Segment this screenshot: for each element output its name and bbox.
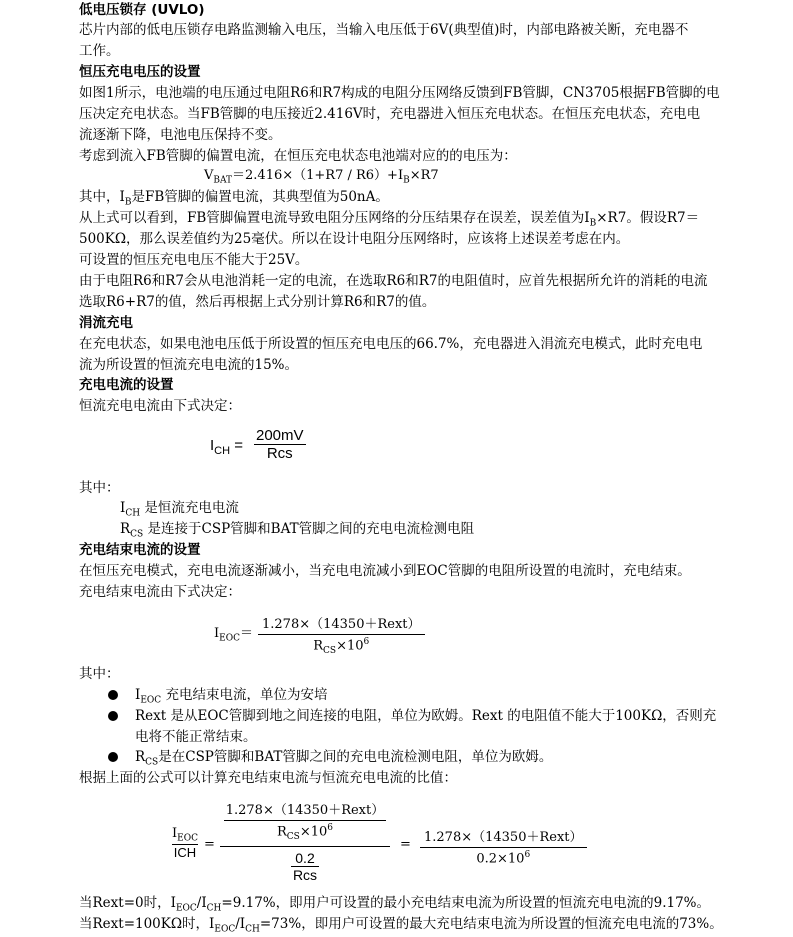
eoc-para-2: 充电结束电流由下式决定： [79,584,241,600]
cv-para-2: 压决定充电状态。当FB管脚的电压接近2.416V时，充电器进入恒压充电状态。在恒压充电状态，充电电 [79,106,701,122]
cv-para-9: 由于电阻R6和R7会从电池消耗一定的电流，在选取R6和R7的电阻值时，应首先根据所允许的消耗的电流 [79,273,708,289]
eoc-para-1: 在恒压充电模式，充电电流逐渐减小，当充电电流减小到EOC管脚的电阻所设置的电流时，充电结束。 [79,563,691,579]
cv-para-7: 500KΩ，那么误差值约为25毫伏。所以在设计电阻分压网络时，应该将上述误差考虑在内。 [79,231,630,247]
conclusion-2: 当Rext=100KΩ时，$I_{EOC}/I_{CH}=73\%$，即用户可设置的最大充电结束电流为所设置的恒流充电电流的73%。 [79,916,723,934]
vbat-symbol: V [204,168,214,183]
main-fraction-bar [220,846,390,847]
cv-para-8: 可设置的恒压充电电压不能大于25V。 [79,252,309,268]
uvlo-text-2: 工作。 [79,43,120,59]
ieoc-denominator: $R_{CS}\times 10^6$ [313,637,370,656]
ich-lhs: $I_{CH}$ = [210,437,243,457]
eoc-heading: 充电结束电流的设置 [79,542,201,558]
ratio-outer-den-numerator: 0.2 [295,849,315,866]
ratio-equals-1: = [204,837,215,852]
trickle-para-1: 在充电状态，如果电池电压低于所设置的恒压充电电压的66.7%，充电器进入涓流充电模式，此时充电电 [79,336,703,352]
cv-para-5: 其中，$I_B$是FB管脚的偏置电流，其典型值为50nA。 [79,189,389,207]
ich-definition: $I_{CH}$ 是恒流充电电流 [120,500,239,518]
current-para-1: 恒流充电电流由下式决定： [79,398,241,414]
rcs-definition: $R_{CS}$ 是连接于CSP管脚和BAT管脚之间的充电电流检测电阻 [120,521,475,539]
current-heading: 充电电流的设置 [79,377,174,393]
current-where: 其中： [79,480,120,496]
cv-para-4: 考虑到流入FB管脚的偏置电流，在恒压充电状态电池端对应的的电压为： [79,148,517,164]
vbat-subscript: BAT [213,175,233,186]
uvlo-heading: 低电压锁存 (UVLO) [79,2,205,18]
ratio-inner-denominator: $R_{CS}\times 10^6$ [276,823,333,842]
bullet-icon [108,711,118,721]
vbat-expression: ＝2.416×（1+R7 / R6）+I [232,168,404,183]
cv-para-6: 从上式可以看到，FB管脚偏置电流导致电阻分压网络的分压结果存在误差，误差值为$I_B\times R7$。假设R7＝ [79,210,700,228]
rext-bullet-line-2: 电将不能正常结束。 [135,729,257,745]
ich-numerator: 200mV [256,427,304,444]
eoc-para-3: 根据上面的公式可以计算充电结束电流与恒流充电电流的比值： [79,770,457,786]
rext-bullet-line-1: Rext 是从EOC管脚到地之间连接的电阻，单位为欧姆。Rext 的电阻值不能大于100KΩ，否则充 [135,708,717,724]
rcs-bullet: $R_{CS}$是在CSP管脚和BAT管脚之间的充电电流检测电阻，单位为欧姆。 [135,749,553,767]
trickle-para-2: 流为所设置的恒流充电电流的15%。 [79,357,299,373]
ratio-inner-numerator: 1.278×（14350＋Rext） [225,803,385,818]
ieoc-numerator: 1.278×（14350＋Rext） [262,617,421,632]
ratio-outer-denominator [291,850,318,883]
ratio-lhs-denominator: ICH [173,844,197,860]
uvlo-text-1: 芯片内部的低电压锁存电路监测输入电压，当输入电压低于6V(典型值)时，内部电路被关断，充电器不 [79,22,689,38]
ich-fraction [254,427,306,462]
ratio-rhs-numerator: 1.278×（14350＋Rext） [424,830,583,845]
ieoc-fraction [258,613,425,656]
ratio-lhs-numerator: $I_{EOC}$ [172,826,198,844]
ratio-equals-2: = [400,837,411,852]
vbat-expression-end: ×R7 [409,168,439,183]
bullet-icon [108,752,118,762]
cv-para-10: 选取R6+R7的值，然后再根据上式分别计算R6和R7的值。 [79,294,436,310]
conclusion-1: 当Rext=0时，$I_{EOC}/I_{CH}=9.17\%$，即用户可设置的最小充电结束电流为所设置的恒流充电电流的9.17%。 [79,895,711,913]
ich-denominator: Rcs [266,445,293,462]
trickle-heading: 涓流充电 [79,315,133,331]
ib-subscript: B [403,175,410,186]
bullet-icon [108,690,118,700]
ratio-middle-fraction [220,799,390,883]
cv-heading: 恒压充电电压的设置 [79,64,201,80]
ratio-inner-fraction [224,799,387,842]
ieoc-lhs: $I_{EOC}=$ [214,626,253,644]
ratio-outer-den-denominator: Rcs [292,866,318,883]
cv-para-1: 如图1所示，电池端的电压通过电阻R6和R7构成的电阻分压网络反馈到FB管脚，CN3705根据FB管脚的电 [79,85,720,101]
ieoc-bullet: $I_{EOC}$ 充电结束电流，单位为安培 [135,687,328,705]
ratio-lhs-fraction [172,826,198,860]
cv-para-3: 流逐渐下降，电池电压保持不变。 [79,127,282,143]
eoc-where: 其中： [79,666,120,682]
ratio-rhs-denominator: $0.2\times 10^6$ [476,850,531,867]
ratio-rhs-fraction [420,826,587,866]
